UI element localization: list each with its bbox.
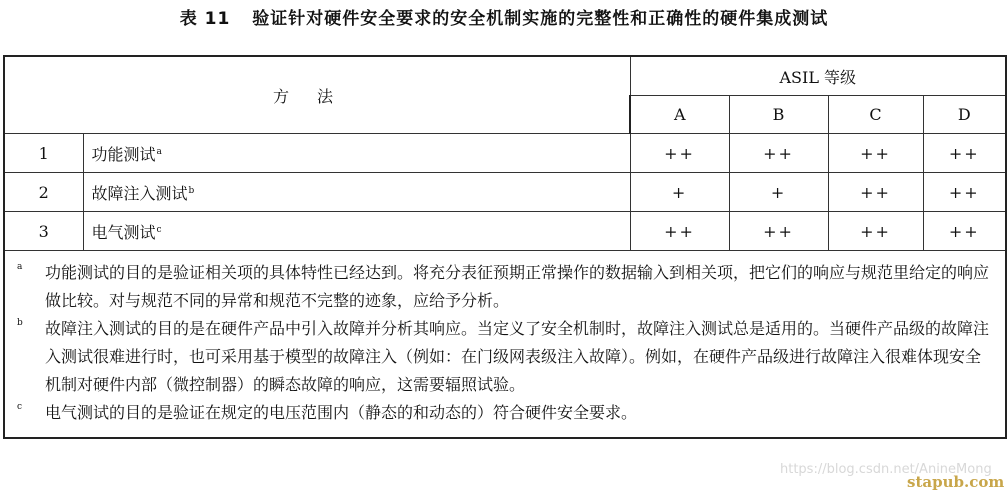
table-number: 表 11 (179, 9, 231, 29)
footnote-a (17, 259, 993, 315)
footnote-mark: c (156, 224, 162, 235)
method-name (83, 173, 630, 212)
table-title: 验证针对硬件安全要求的安全机制实施的完整性和正确性的硬件集成测试 (252, 9, 829, 29)
site-logo: stapub.com (907, 473, 1005, 491)
rating-a: + (630, 173, 729, 212)
footnote-mark: a (156, 146, 162, 157)
method-name-text: 电气测试 (91, 222, 156, 242)
footnote-mark: b (188, 185, 195, 196)
method-name-text: 功能测试 (91, 144, 156, 164)
row-number: 3 (4, 212, 83, 251)
method-name (83, 212, 630, 251)
footnote-c-text: 电气测试的目的是验证在规定的电压范围内（静态的和动态的）符合硬件安全要求。 (45, 403, 638, 422)
rating-d: ++ (923, 212, 1006, 251)
asil-level-header: ASIL 等级 (630, 56, 1006, 96)
asil-level-c: C (828, 96, 923, 134)
rating-c: ++ (828, 173, 923, 212)
csdn-watermark: https://blog.csdn.net/AnineMong (780, 462, 992, 477)
footnote-b (17, 315, 993, 399)
rating-c: ++ (828, 134, 923, 173)
table-caption (0, 4, 1008, 29)
method-name (83, 134, 630, 173)
rating-d: ++ (923, 173, 1006, 212)
row-number: 1 (4, 134, 83, 173)
rating-c: ++ (828, 212, 923, 251)
footnote-c-mark: c (17, 402, 23, 412)
rating-b: ++ (729, 212, 828, 251)
rating-b: + (729, 173, 828, 212)
table-row (4, 134, 1006, 173)
row-number: 2 (4, 173, 83, 212)
rating-b: ++ (729, 134, 828, 173)
asil-level-b: B (729, 96, 828, 134)
asil-test-table (3, 55, 1007, 439)
asil-level-a: A (630, 96, 729, 134)
footnote-a-mark: a (17, 262, 23, 272)
rating-a: ++ (630, 212, 729, 251)
footnote-a-text: 功能测试的目的是验证相关项的具体特性已经达到。将充分表征预期正常操作的数据输入到相关项，把它们的响应与规范里给定的响应做比较。对与规范不同的异常和规范不完整的迹象，应给予分析。 (45, 263, 990, 310)
table-row (4, 212, 1006, 251)
footnotes (4, 251, 1006, 439)
footnote-b-text: 故障注入测试的目的是在硬件产品中引入故障并分析其响应。当定义了安全机制时，故障注入测试总是适用的。当硬件产品级的故障注入测试很难进行时，也可采用基于模型的故障注入（例如：在门级网表级注入故障）。例如，在硬件产品级进行故障注入很难体现安全机制对硬件内部（微控制器）的瞬态故障的响应，这需要辐照试验。 (45, 319, 990, 394)
rating-a: ++ (630, 134, 729, 173)
footnote-c (17, 399, 993, 427)
method-header: 方法 (4, 56, 630, 134)
table-row (4, 173, 1006, 212)
rating-d: ++ (923, 134, 1006, 173)
method-name-text: 故障注入测试 (91, 183, 188, 203)
footnote-b-mark: b (17, 318, 23, 328)
asil-level-d: D (923, 96, 1006, 134)
